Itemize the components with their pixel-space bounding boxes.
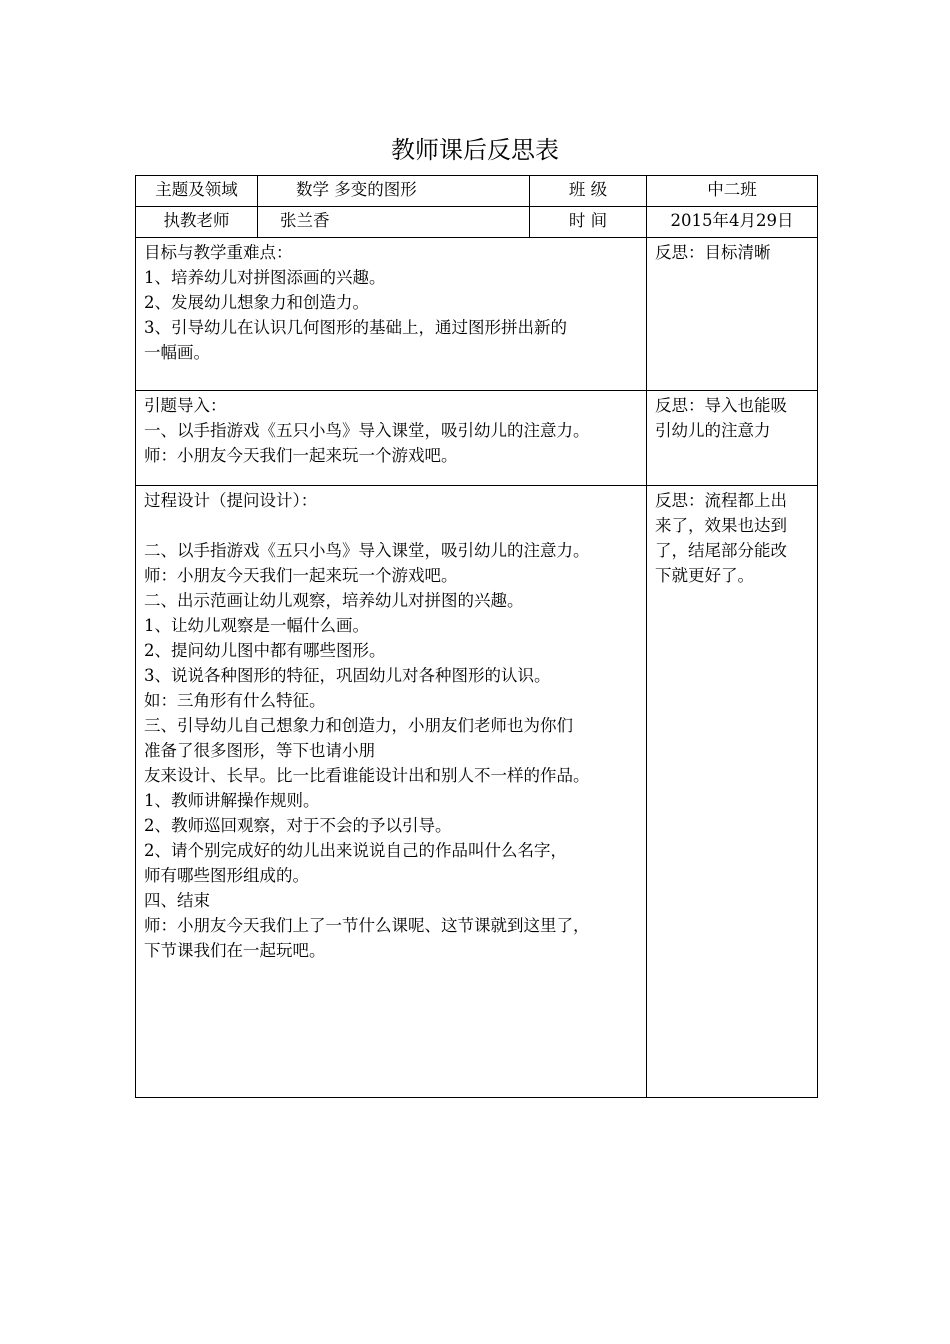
teacher-label: 执教老师 — [136, 207, 258, 238]
page-title: 教师课后反思表 — [391, 136, 559, 164]
intro-line: 引题导入： — [144, 396, 227, 415]
reflection-table — [135, 175, 818, 1098]
process-line: 二、出示范画让幼儿观察，培养幼儿对拼图的兴趣。 — [144, 591, 524, 610]
process-line: 3、说说各种图形的特征，巩固幼儿对各种图形的认识。 — [144, 666, 551, 685]
intro-row — [136, 391, 818, 486]
process-line: 2、提问幼儿图中都有哪些图形。 — [144, 641, 386, 660]
goals-line: 3、引导幼儿在认识几何图形的基础上，通过图形拼出新的 — [144, 318, 567, 337]
process-line: 准备了很多图形，等下也请小朋 — [144, 741, 375, 760]
process-line: 师：小朋友今天我们一起来玩一个游戏吧。 — [144, 566, 458, 585]
teacher-value: 张兰香 — [258, 207, 530, 238]
process-line: 师有哪些图形组成的。 — [144, 866, 309, 885]
intro-reflection-line: 引幼儿的注意力 — [655, 421, 771, 440]
process-line: 下节课我们在一起玩吧。 — [144, 941, 326, 960]
goals-line: 1、培养幼儿对拼图添画的兴趣。 — [144, 268, 386, 287]
goals-row — [136, 238, 818, 391]
blank-line — [144, 513, 638, 538]
topic-label: 主题及领域 — [136, 176, 258, 207]
process-reflection-line: 反思：流程都上出 — [655, 491, 787, 510]
intro-line: 师：小朋友今天我们一起来玩一个游戏吧。 — [144, 446, 458, 465]
goals-reflection-text: 反思：目标清晰 — [655, 243, 771, 262]
time-label: 时 间 — [530, 207, 647, 238]
goals-line: 一幅画。 — [144, 343, 210, 362]
process-line: 1、教师讲解操作规则。 — [144, 791, 320, 810]
class-value: 中二班 — [647, 176, 818, 207]
header-row-topic — [136, 176, 818, 207]
intro-reflection-line: 反思：导入也能吸 — [655, 396, 787, 415]
goals-cell — [136, 238, 647, 391]
process-row — [136, 486, 818, 1098]
topic-value: 数学 多变的图形 — [258, 176, 530, 207]
class-label: 班 级 — [530, 176, 647, 207]
intro-cell — [136, 391, 647, 486]
time-value: 2015年4月29日 — [647, 207, 818, 238]
goals-line: 2、发展幼儿想象力和创造力。 — [144, 293, 369, 312]
process-line: 1、让幼儿观察是一幅什么画。 — [144, 616, 369, 635]
goals-line: 目标与教学重难点： — [144, 243, 293, 262]
process-line: 如：三角形有什么特征。 — [144, 691, 326, 710]
process-line: 二、以手指游戏《五只小鸟》导入课堂，吸引幼儿的注意力。 — [144, 541, 590, 560]
process-reflection-line: 了，结尾部分能改 — [655, 541, 787, 560]
header-row-teacher — [136, 207, 818, 238]
process-heading: 过程设计（提问设计）： — [144, 491, 318, 510]
process-line: 2、请个别完成好的幼儿出来说说自己的作品叫什么名字， — [144, 841, 567, 860]
goals-reflection — [647, 238, 818, 391]
process-reflection-line: 来了，效果也达到 — [655, 516, 787, 535]
intro-line: 一、以手指游戏《五只小鸟》导入课堂，吸引幼儿的注意力。 — [144, 421, 590, 440]
process-line: 四、结束 — [144, 891, 210, 910]
process-reflection — [647, 486, 818, 1098]
intro-reflection — [647, 391, 818, 486]
process-line: 三、引导幼儿自己想象力和创造力，小朋友们老师也为你们 — [144, 716, 573, 735]
process-line: 师：小朋友今天我们上了一节什么课呢、这节课就到这里了， — [144, 916, 590, 935]
process-cell — [136, 486, 647, 1098]
process-line: 2、教师巡回观察，对于不会的予以引导。 — [144, 816, 452, 835]
process-reflection-line: 下就更好了。 — [655, 566, 754, 585]
process-line: 友来设计、长早。比一比看谁能设计出和别人不一样的作品。 — [144, 766, 590, 785]
